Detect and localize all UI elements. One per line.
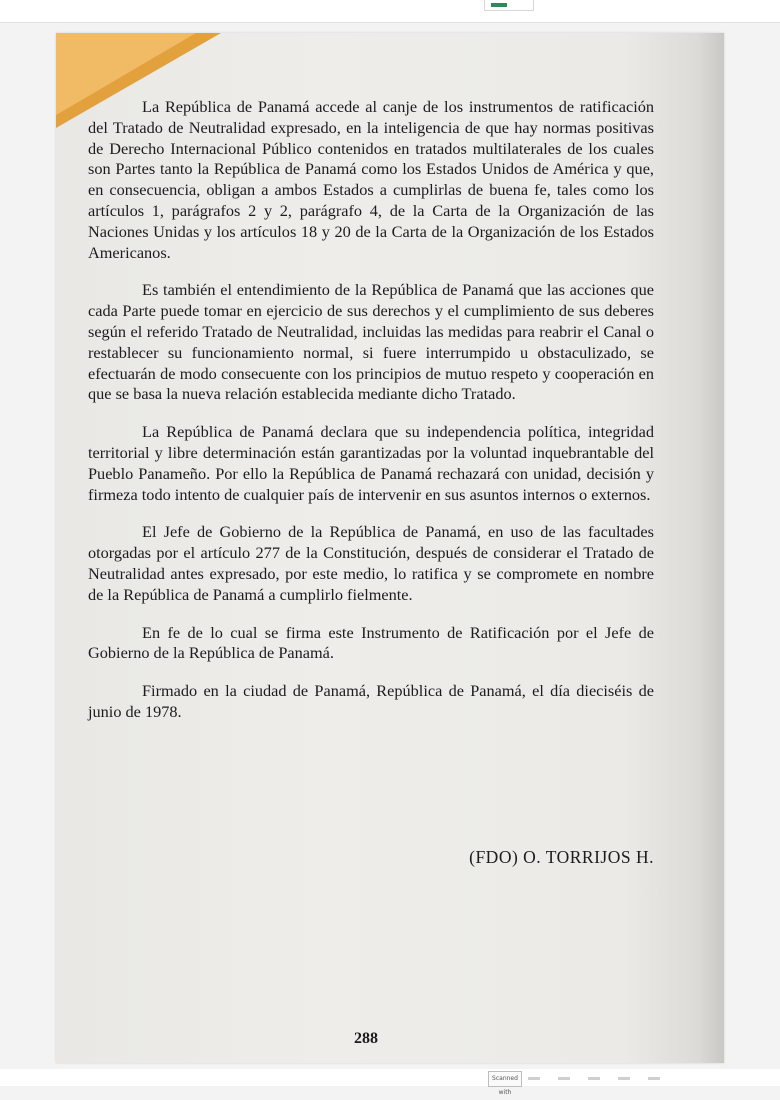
- page-thumbnail[interactable]: [484, 0, 534, 11]
- paragraph-signed-place-date: Firmado en la ciudad de Panamá, República de Panamá, el día dieciséis de junio de 1978.: [88, 681, 654, 721]
- paragraph-understanding: Es también el entendimiento de la República de Panamá que las acciones que cada Parte puede tomar en ejercicio de sus derechos y el cumplimiento de sus deberes según el referido Tratado de Neutralidad, incluidas las medidas para reabrir el Canal o restablecer su funcionamiento normal, si fuere interrumpido u obstaculizado, se efectuarán de modo consecuente con los principios de mutuo respeto y cooperación en que se basa la nueva relación establecida mediante dicho Tratado.: [88, 280, 654, 404]
- viewer-top-bar: [0, 0, 780, 23]
- paragraph-exchange-instruments: La República de Panamá accede al canje de los instrumentos de ratificación del Tratado de Neutralidad expresado, en la inteligencia de que hay normas positivas de Derecho Internacional Público contenidos en tratados multilaterales de los cuales son Partes tanto la República de Panamá como los Estados Unidos de América y que, en consecuencia, obligan a ambos Estados a cumplirlas de buena fe, tales como los artículos 1, parágrafos 2 y 2, parágrafo 4, de la Carta de la Organización de las Naciones Unidas y los artículos 18 y 20 de la Carta de la Organización de los Estados Americanos.: [88, 97, 654, 262]
- paragraph-ratification: El Jefe de Gobierno de la República de Panamá, en uso de las facultades otorgadas por el artículo 277 de la Constitución, después de considerar el Tratado de Neutralidad antes expresado, por este medio, lo ratifica y se compromete en nombre de la República de Panamá a cumplirlo fielmente.: [88, 522, 654, 604]
- signature-line: (FDO) O. TORRIJOS H.: [469, 847, 654, 867]
- document-body: [88, 97, 654, 740]
- scanned-page: [56, 33, 724, 1063]
- page-indicator-dots: [528, 1077, 678, 1080]
- page-number: 288: [354, 1030, 378, 1047]
- scanner-badge: Scanned with: [488, 1071, 522, 1087]
- paragraph-signature-intro: En fe de lo cual se firma este Instrumento de Ratificación por el Jefe de Gobierno de la República de Panamá.: [88, 622, 654, 663]
- paragraph-independence: La República de Panamá declara que su independencia política, integridad territorial y libre determinación están garantizadas por la voluntad inquebrantable del Pueblo Panameño. Por ello la República de Panamá rechazará con unidad, decisión y firmeza todo intento de cualquier país de intervenir en sus asuntos internos o externos.: [88, 422, 654, 504]
- viewer-bottom-bar: [0, 1069, 780, 1096]
- thumbnail-mark-icon: [491, 3, 507, 7]
